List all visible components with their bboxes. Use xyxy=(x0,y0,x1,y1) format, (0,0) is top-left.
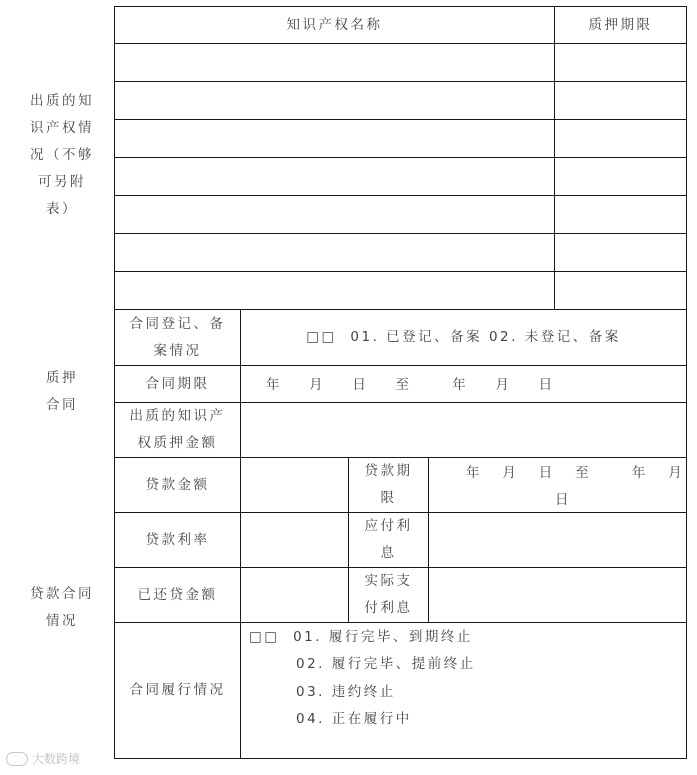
grid-line xyxy=(114,157,687,158)
pledge-amount-label-line: 出质的知识产 xyxy=(129,408,226,424)
registration-label xyxy=(115,310,240,365)
loan-term-label-line: 限 xyxy=(380,490,397,506)
registration-options[interactable]: □□ 01. 已登记、备案 02. 未登记、备案 xyxy=(306,329,621,345)
watermark-text: 大数跨境 xyxy=(32,752,81,766)
grid-line xyxy=(428,457,429,622)
loan-section-label-line: 贷款合同 xyxy=(30,586,94,602)
grid-line xyxy=(114,271,687,272)
repaid-amount-label: 已还贷金额 xyxy=(137,586,218,603)
performance-option[interactable]: 03. 违约终止 xyxy=(296,684,396,700)
contract-term-label: 合同期限 xyxy=(145,375,210,392)
ip-section-label-line: 表） xyxy=(46,200,78,217)
grid-line xyxy=(114,195,687,196)
ip-section-label-line: 况（不够 xyxy=(30,146,94,163)
loan-section-label xyxy=(10,580,114,636)
pledge-section-label-line: 质押 xyxy=(46,370,78,386)
watermark xyxy=(6,750,80,767)
ip-section-label-line: 可另附 xyxy=(38,173,86,190)
interest-payable-label xyxy=(349,513,428,567)
loan-term-value-line2[interactable]: 日 xyxy=(555,492,571,508)
loan-term-label xyxy=(349,458,428,512)
registration-label-line: 合同登记、备 xyxy=(129,315,226,332)
actual-interest-label-line: 实际支 xyxy=(364,573,413,589)
pledge-amount-label xyxy=(115,403,240,457)
ip-section-label-line: 出质的知 xyxy=(30,92,94,109)
grid-line xyxy=(114,119,687,120)
loan-amount-label: 贷款金额 xyxy=(145,476,210,493)
performance-option[interactable]: □□ 01. 履行完毕、到期终止 xyxy=(249,629,473,645)
pledge-section-label xyxy=(10,364,114,420)
grid-line xyxy=(114,233,687,234)
grid-line xyxy=(240,309,241,759)
performance-option[interactable]: 04. 正在履行中 xyxy=(296,711,412,727)
interest-payable-label-line: 应付利 xyxy=(364,518,413,534)
performance-option[interactable]: 02. 履行完毕、提前终止 xyxy=(296,656,476,672)
ip-section-label xyxy=(10,80,114,230)
grid-line xyxy=(554,6,555,309)
actual-interest-label xyxy=(349,568,428,622)
performance-label: 合同履行情况 xyxy=(129,682,226,698)
actual-interest-label-line: 付利息 xyxy=(364,600,413,616)
registration-label-line: 案情况 xyxy=(153,342,202,359)
ip-term-header: 质押期限 xyxy=(588,16,653,33)
contract-term-value[interactable]: 年 月 日 至 年 月 日 xyxy=(266,377,555,393)
grid-line xyxy=(114,43,687,44)
ip-section-label-line: 识产权情 xyxy=(30,119,94,136)
pledge-section-label-line: 合同 xyxy=(46,397,78,413)
loan-term-value-line1[interactable]: 年 月 日 至 年 月 xyxy=(466,465,685,481)
interest-rate-label: 贷款利率 xyxy=(145,531,210,548)
grid-line xyxy=(686,6,687,759)
interest-payable-label-line: 息 xyxy=(380,545,397,561)
ip-name-header: 知识产权名称 xyxy=(286,16,383,33)
loan-term-label-line: 贷款期 xyxy=(364,463,413,479)
pledge-amount-label-line: 权质押金额 xyxy=(137,435,218,451)
watermark-logo-icon xyxy=(6,752,28,766)
grid-line xyxy=(114,758,687,759)
loan-section-label-line: 情况 xyxy=(46,613,78,629)
grid-line xyxy=(114,81,687,82)
